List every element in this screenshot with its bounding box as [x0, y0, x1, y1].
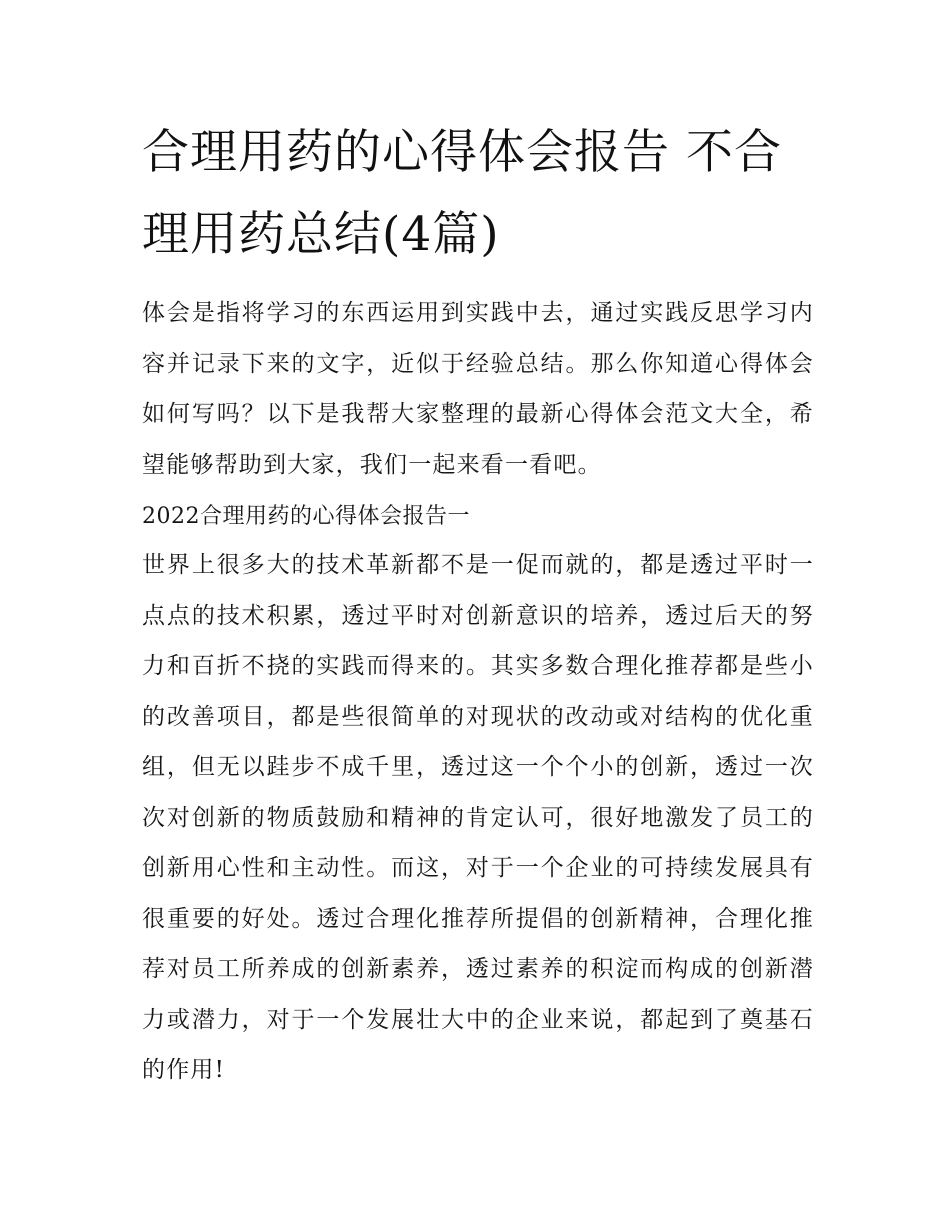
section-paragraph: 世界上很多大的技术革新都不是一促而就的，都是透过平时一点点的技术积累，透过平时对创新意识的培养，透过后天的努力和百折不挠的实践而得来的。其实多数合理化推荐都是些小的改善项目，都是些很简单的对现状的改动或对结构的优化重组，但无以跬步不成千里，透过这一个个小的创新，透过一次次对创新的物质鼓励和精神的肯定认可，很好地激发了员工的创新用心性和主动性。而这，对于一个企业的可持续发展具有很重要的好处。透过合理化推荐所提倡的创新精神，合理化推荐对员工所养成的创新素养，透过素养的积淀而构成的创新潜力或潜力，对于一个发展壮大中的企业来说，都起到了奠基石的作用!	[142, 552, 814, 1083]
section-heading: 2022合理用药的心得体会报告一	[142, 504, 470, 529]
intro-paragraph: 体会是指将学习的东西运用到实践中去，通过实践反思学习内容并记录下来的文字，近似于经验总结。那么你知道心得体会如何写吗？以下是我帮大家整理的最新心得体会范文大全，希望能够帮助到大家，我们一起来看一看吧。	[142, 300, 814, 478]
document-title: 合理用药的心得体会报告 不合理用药总结(4篇)	[142, 125, 782, 262]
document-page	[142, 112, 814, 1096]
